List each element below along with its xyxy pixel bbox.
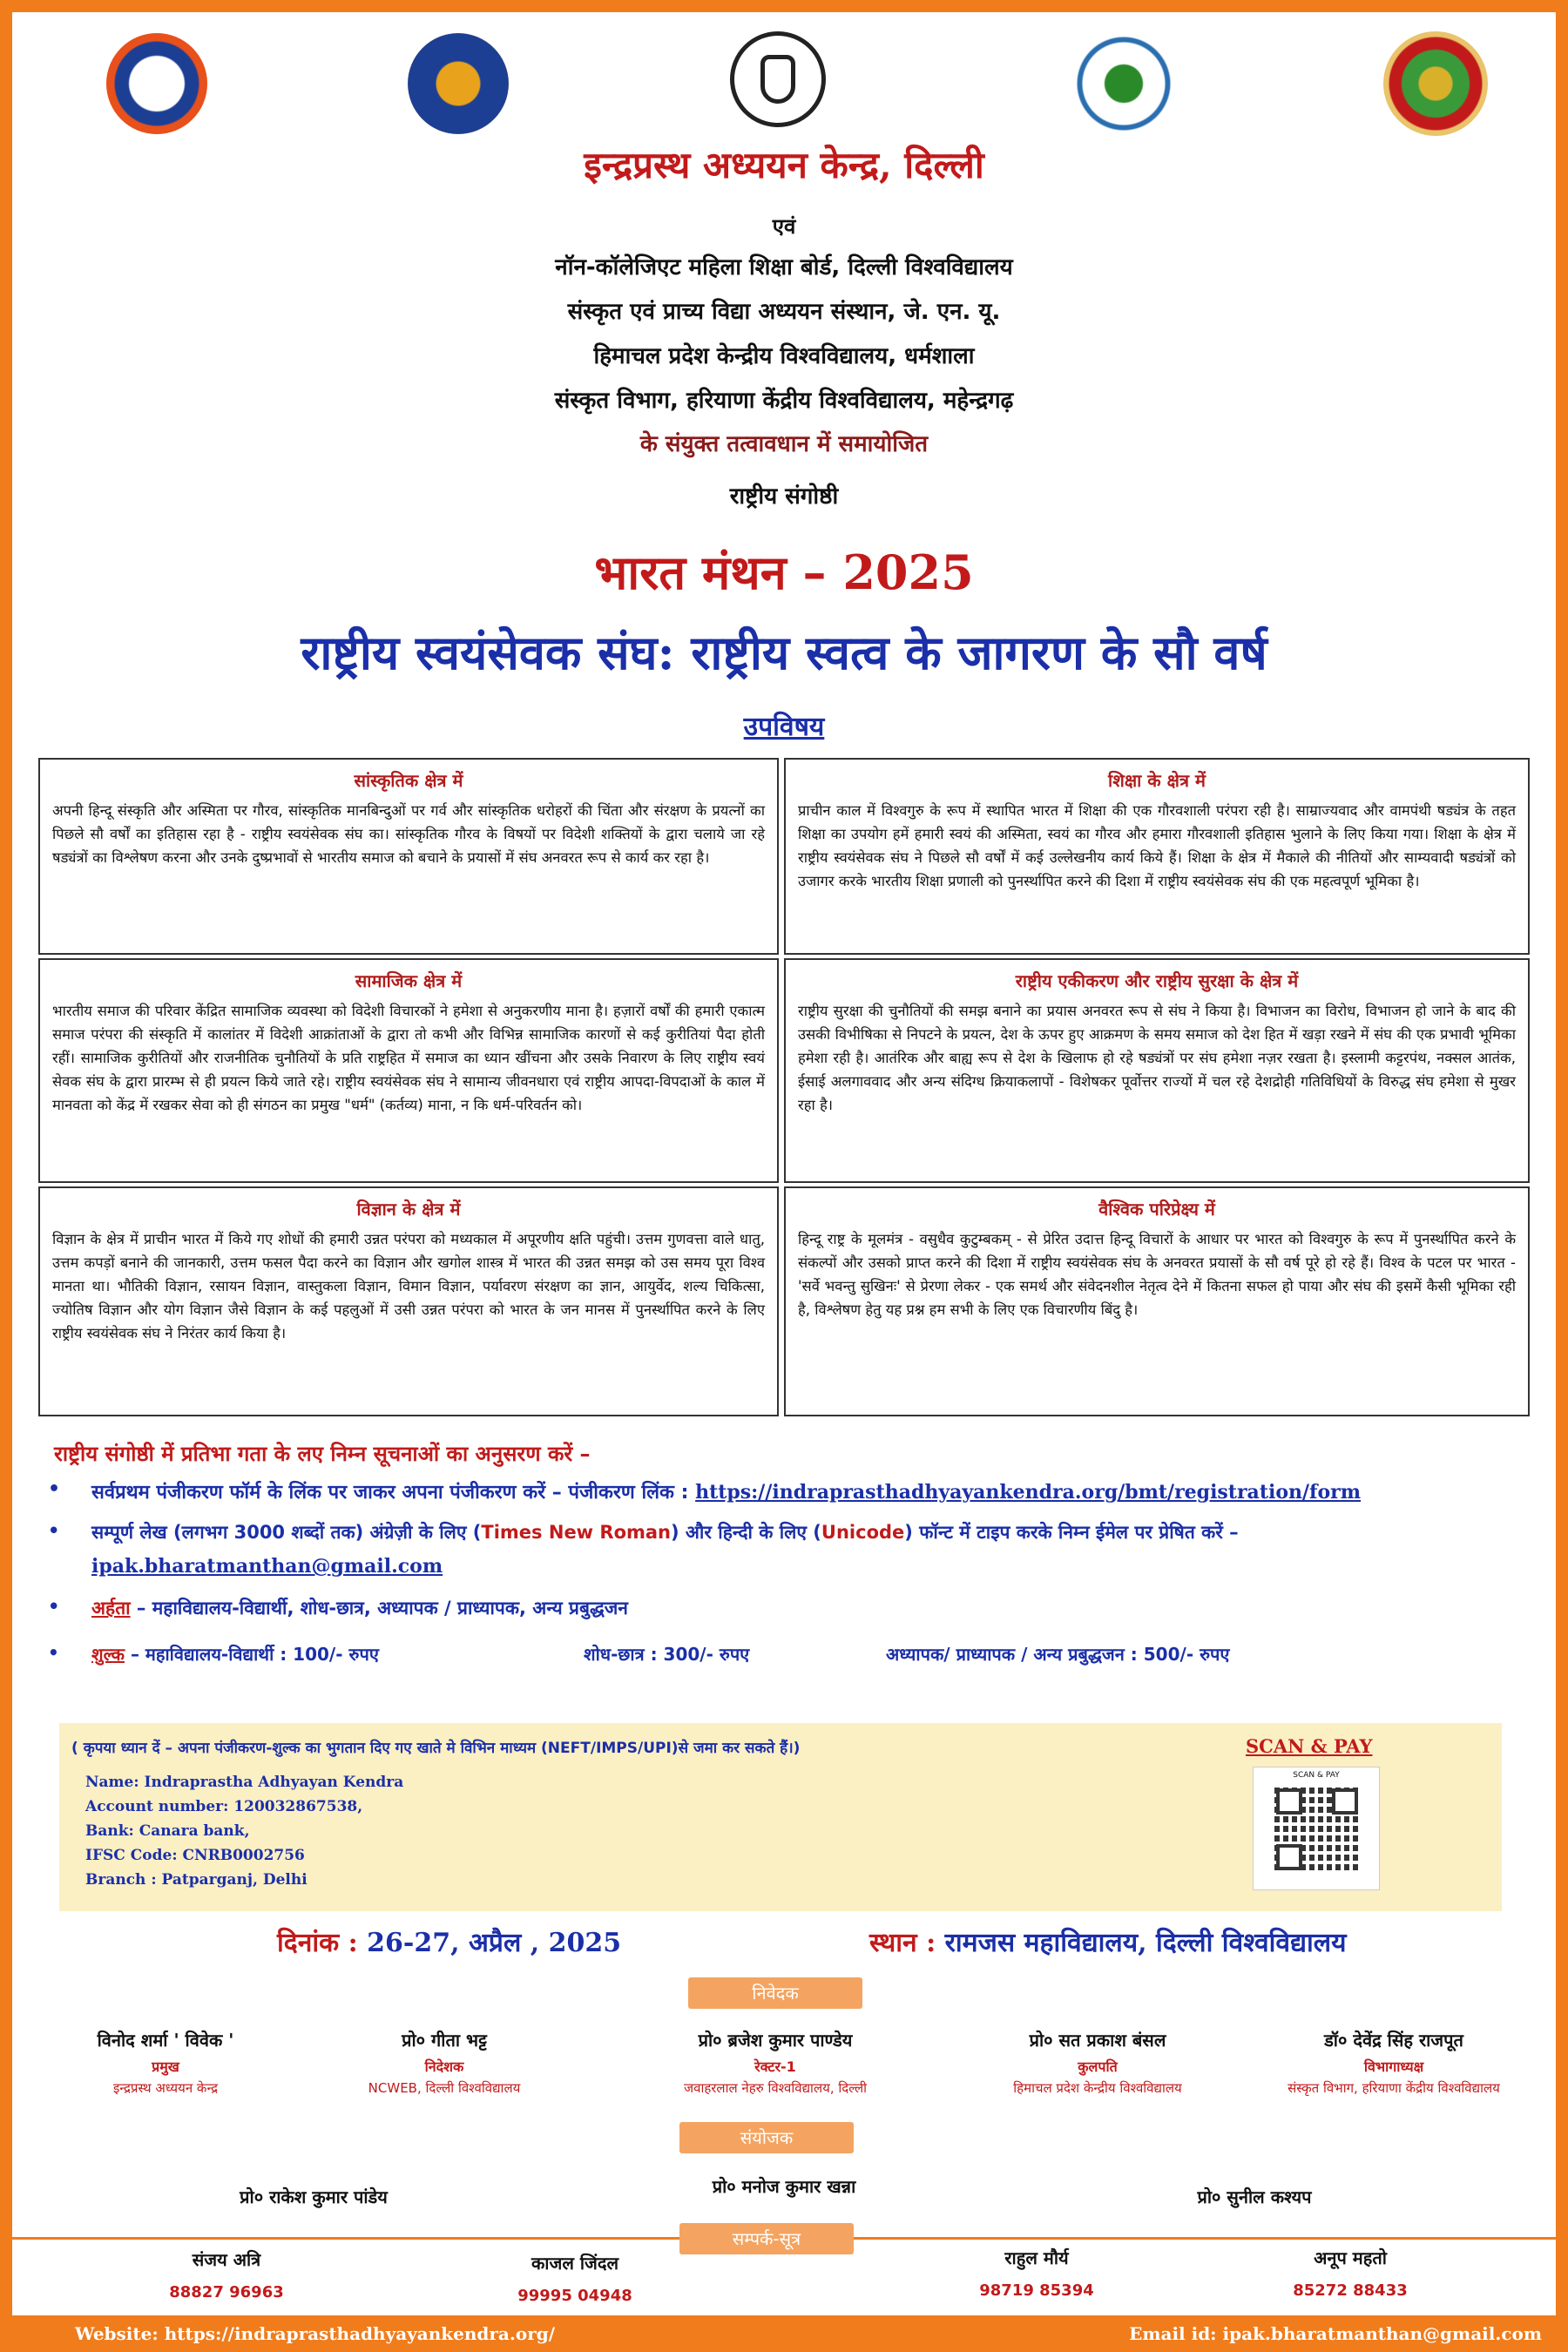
contacts-ribbon: सम्पर्क-सूत्र [679, 2223, 854, 2254]
eligibility-item [48, 1596, 1485, 1620]
person-name: प्रो० सुनील कश्यप [1197, 2186, 1312, 2207]
person-designation: रेक्टर-1 [754, 2058, 796, 2075]
scan-pay-label: SCAN & PAY [1246, 1735, 1373, 1757]
fee-student: – महाविद्यालय-विद्यार्थी : 100/- रुपए [130, 1644, 379, 1665]
subtopic-text: विज्ञान के क्षेत्र में प्राचीन भारत में किये गए शोधों की हमारी उन्नत परंपरा को मध्यकाल में अपूरणीय क्षति पहुंची। उत्तम गुणवत्ता वाले धातु, उत्तम कपड़ों बनाने की जानकारी, उत्तम फसल पैदा करने का विज्ञान और खगोल शास्त्र में भारत की उन्नत समझ को उस समय पूरा विश्व मानता था। भौतिकी विज्ञान, रसायन विज्ञान, वास्तुकला विज्ञान, विमान विज्ञान, पर्यावरण संरक्षण का ज्ञान, आयुर्वेद, शल्य चिकित्सा, ज्योतिष विज्ञान और योग विज्ञान जैसे विज्ञान के कई पहलुओं में उसी उन्नत परंपरा को भारत के जन मानस में पुनर्स्थापित करने के लिए राष्ट्रीय स्वयंसेवक संघ ने निरंतर कार्य किया है। [52, 1231, 765, 1342]
subtopic-global [784, 1186, 1530, 1416]
subtopic-cultural [38, 758, 779, 955]
event-title [0, 538, 1568, 603]
event-year: – 2025 [802, 544, 974, 600]
qr-code-icon[interactable] [1274, 1787, 1358, 1870]
account-name: Name: Indraprastha Adhyayan Kendra [85, 1774, 404, 1791]
paper-text-1: सम्पूर्ण लेख (लगभग 3000 शब्दों तक) अंग्रेज़ी के लिए ( [91, 1522, 482, 1543]
footer-website[interactable]: Website: https://indraprasthadhyayankendra.org/ [75, 2323, 556, 2344]
eligibility-text: – महाविद्यालय-विद्यार्थी, शोध-छात्र, अध्यापक / प्राध्यापक, अन्य प्रबुद्धजन [136, 1598, 628, 1619]
registration-text: सर्वप्रथम पंजीकरण फॉर्म के लिंक पर जाकर अपना पंजीकरण करें – पंजीकरण लिंक : [91, 1482, 689, 1504]
contact-phone[interactable]: 85272 88433 [1293, 2281, 1408, 2300]
subtopic-text: राष्ट्रीय सुरक्षा की चुनौतियों की समझ बनाने का प्रयास अनवरत रूप से संघ ने किया है। विभाजन का विरोध, विभाजन हो जाने के बाद की उसकी विभीषिका से निपटने के प्रयत्न, देश के ऊपर हुए आक्रमण के समय समाज को देश हित में खड़ा रखने में संघ की एक प्रभावी भूमिका हमेशा रही है। आतंरिक और बाह्य रूप से देश के खिलाफ हो रहे षड्यंत्रों पर संघ हमेशा नज़र रखता है। इस्लामी कट्टरपंथ, नक्सल आतंक, ईसाई अलगाववाद और अन्य संदिग्ध क्रियाकलापों - विशेषकर पूर्वोत्तर राज्यों में चल रहे देशद्रोही गतिविधियों के विरुद्ध संघ हमेशा से मुखर रहा है। [798, 1003, 1516, 1113]
account-number: Account number: 120032867538, [85, 1798, 363, 1815]
sanyojak-person-3 [1124, 2185, 1385, 2208]
person-name: विनोद शर्मा ' विवेक ' [97, 2030, 234, 2051]
subtopic-text: हिन्दू राष्ट्र के मूलमंत्र - वसुधैव कुटुम्बकम् - से प्रेरित उदात्त हिन्दू विचारों के आधार पर भारत को विश्वगुरु के रूप में पुनर्स्थापित करने के संकल्पों और उसको प्राप्त करने की दिशा में राष्ट्रीय स्वयंसेवक संघ के अनवरत प्रयासों के सौ वर्ष पूरे हो रहे हैं। विश्व के पटल पर भारत - 'सर्वे भवन्तु सुखिनः' से प्रेरणा लेकर - एक समर्थ और संवेदनशील नेतृत्व देने में कितना सफल हो पाया और संघ की इसमें कैसी भूमिका रही है, विश्लेषण हेतु यह प्रश्न हम सभी के लिए एक विचारणीय बिंदु है। [798, 1231, 1516, 1318]
contact-2 [462, 2251, 688, 2305]
person-name: डॉ० देवेंद्र सिंह राजपूत [1324, 2030, 1463, 2051]
fee-teacher: अध्यापक/ प्राध्यापक / अन्य प्रबुद्धजन : 500/- रुपए [886, 1644, 1230, 1665]
event-title-text: भारत मंथन [594, 544, 787, 600]
event-venue [869, 1923, 1347, 1959]
contact-4 [1237, 2246, 1463, 2300]
fee-label: शुल्क [91, 1644, 125, 1665]
ifsc-code: IFSC Code: CNRB0002756 [85, 1847, 305, 1864]
qr-caption: SCAN & PAY [1293, 1771, 1340, 1780]
theme-title: राष्ट्रीय स्वयंसेवक संघ: राष्ट्रीय स्वत्व के जागरण के सौ वर्ष [301, 625, 1267, 680]
nivedak-person-4 [950, 2028, 1246, 2097]
person-affiliation: हिमाचल प्रदेश केन्द्रीय विश्वविद्यालय [1013, 2080, 1182, 2096]
person-designation: निदेशक [424, 2058, 464, 2075]
subtopic-title: सांस्कृतिक क्षेत्र में [354, 770, 463, 791]
contact-name: राहुल मौर्य [1004, 2247, 1069, 2268]
subtopics-heading [0, 707, 1568, 743]
qr-card [1253, 1767, 1380, 1890]
paper-email[interactable]: ipak.bharatmanthan@gmail.com [91, 1555, 443, 1578]
bullet-icon: • [48, 1520, 60, 1541]
subtopic-title: सामाजिक क्षेत्र में [355, 970, 463, 991]
subtopic-title: राष्ट्रीय एकीकरण और राष्ट्रीय सुरक्षा के क्षेत्र में [1015, 970, 1299, 991]
contact-1 [113, 2247, 340, 2301]
paper-text-2: ) और हिन्दी के लिए ( [671, 1522, 821, 1543]
logo-ncweb [408, 33, 509, 134]
person-affiliation: NCWEB, दिल्ली विश्वविद्यालय [368, 2080, 521, 2096]
subtopic-title: विज्ञान के क्षेत्र में [356, 1199, 461, 1220]
subtopic-title: शिक्षा के क्षेत्र में [1108, 770, 1206, 791]
logo-hcu [1383, 31, 1488, 136]
contact-name: अनूप महतो [1314, 2247, 1387, 2268]
sanyojak-ribbon: संयोजक [679, 2122, 854, 2153]
subtopic-text: प्राचीन काल में विश्वगुरु के रूप में स्थापित भारत में शिक्षा की एक गौरवशाली परंपरा रही है। साम्राज्यवाद और वामपंथी षड्यंत्र के तहत शिक्षा का उपयोग हमें हमारी स्वयं की अस्मिता, स्वयं का गौरव और हमारा गौरवशाली इतिहास भुलाने के लिए किया गया। शिक्षा के क्षेत्र में राष्ट्रीय स्वयंसेवक संघ ने पिछले सौ वर्षों में कई उल्लेखनीय कार्य किये हैं। शिक्षा के क्षेत्र में मैकाले की नीतियों और साम्यवादी षड्यंत्रों को उजागर करके भारतीय शिक्षा प्रणाली को पुनर्स्थापित करने की दिशा में राष्ट्रीय स्वयंसेवक संघ की एक महत्वपूर्ण भूमिका है। [798, 802, 1516, 889]
date-value: 26-27, अप्रैल , 2025 [367, 1928, 622, 1958]
jointly-text: के संयुक्त तत्वावधान में समायोजित [639, 431, 929, 457]
person-name: प्रो० मनोज कुमार खन्ना [712, 2176, 856, 2197]
bullet-icon: • [48, 1642, 59, 1663]
person-affiliation: जवाहरलाल नेहरु विश्वविद्यालय, दिल्ली [683, 2080, 868, 2096]
contact-name: संजय अत्रि [192, 2249, 261, 2270]
bullet-icon: • [48, 1478, 61, 1500]
person-name: प्रो० राकेश कुमार पांडेय [240, 2186, 388, 2207]
paper-font-en: Times New Roman [481, 1522, 671, 1543]
event-date [277, 1923, 621, 1959]
nivedak-person-2 [305, 2028, 584, 2097]
and-text: एवं [772, 214, 796, 239]
person-designation: विभागाध्यक्ष [1363, 2058, 1424, 2075]
contact-name: काजल जिंदल [531, 2253, 619, 2274]
subtopic-education [784, 758, 1530, 955]
payment-box [59, 1723, 1502, 1911]
person-designation: प्रमुख [152, 2058, 179, 2075]
sanyojak-person-1 [174, 2185, 453, 2208]
venue-value: रामजस महाविद्यालय, दिल्ली विश्वविद्यालय [944, 1928, 1347, 1958]
nivedak-person-1 [35, 2028, 296, 2097]
footer-email[interactable]: Email id: ipak.bharatmanthan@gmail.com [1129, 2323, 1542, 2344]
bank-name: Bank: Canara bank, [85, 1822, 250, 1840]
branch: Branch : Patparganj, Delhi [85, 1871, 308, 1889]
partner-1: नॉन-कॉलेजिएट महिला शिक्षा बोर्ड, दिल्ली विश्वविद्यालय [555, 254, 1013, 280]
seminar-type: राष्ट्रीय संगोष्ठी [729, 483, 839, 510]
partner-4: संस्कृत विभाग, हरियाणा केंद्रीय विश्वविद्यालय, महेन्द्रगढ़ [554, 388, 1014, 414]
fee-research: शोध-छात्र : 300/- रुपए [584, 1644, 750, 1665]
main-title: इन्द्रप्रस्थ अध्ययन केन्द्र, दिल्ली [584, 144, 984, 186]
subtopic-title: वैश्विक परिप्रेक्ष्य में [1098, 1199, 1215, 1220]
partner-2: संस्कृत एवं प्राच्य विद्या अध्ययन संस्थान, जे. एन. यू. [567, 299, 1001, 325]
footer-bar [0, 2315, 1568, 2352]
paper-text-3: ) फॉन्ट में टाइप करके निम्न ईमेल पर प्रेषित करें – [904, 1522, 1239, 1543]
partner-3: हिमाचल प्रदेश केन्द्रीय विश्वविद्यालय, धर्मशाला [593, 343, 975, 369]
subtopic-social [38, 958, 779, 1183]
subtopic-text: अपनी हिन्दू संस्कृति और अस्मिता पर गौरव, सांस्कृतिक मानबिन्दुओं पर गर्व और सांस्कृतिक धरोहरों की चिंता और संरक्षण के प्रयत्नों का पिछले सौ वर्षों का इतिहास रहा है - राष्ट्रीय स्वयंसेवक संघ का। सांस्कृतिक गौरव के विषयों पर विदेशी शक्तियों के द्वारा चलाये जा रहे षड्यंत्रों का विश्लेषण करना और उनके दुष्प्रभावों से भारतीय समाज को बचाने के प्रयासों में संघ अनवरत रूप से कार्य कर रहा है। [52, 802, 765, 866]
registration-item [48, 1478, 1485, 1504]
contact-3 [923, 2246, 1150, 2300]
instructions-heading: राष्ट्रीय संगोष्ठी में प्रतिभा गता के लए निम्न सूचनाओं का अनुसरण करें – [54, 1442, 591, 1466]
registration-link[interactable]: https://indraprasthadhyayankendra.org/bmt/registration/form [695, 1481, 1362, 1504]
bullet-icon: • [48, 1596, 60, 1617]
sanyojak-person-2 [636, 2174, 932, 2198]
person-designation: कुलपति [1078, 2058, 1118, 2075]
person-name: प्रो० ब्रजेश कुमार पाण्डेय [698, 2030, 853, 2051]
person-affiliation: इन्द्रप्रस्थ अध्ययन केन्द्र [112, 2080, 219, 2096]
logo-hpcu [1071, 31, 1176, 136]
subtopics-heading-text: उपविषय [743, 712, 825, 742]
eligibility-label: अर्हता [91, 1598, 131, 1619]
contact-phone[interactable]: 88827 96963 [169, 2283, 284, 2301]
person-name: प्रो० गीता भट्ट [402, 2030, 487, 2051]
fee-item [48, 1642, 1485, 1666]
person-affiliation: संस्कृत विभाग, हरियाणा केंद्रीय विश्वविद्यालय [1288, 2080, 1500, 2096]
subtopic-text: भारतीय समाज की परिवार केंद्रित सामाजिक व्यवस्था को विदेशी विचारकों ने हमेशा से अनुकरणीय माना है। हज़ारों वर्षों की हमारी एकात्म समाज परंपरा की संस्कृति में कालांतर में विदेशी आक्रांताओं के द्वारा तो कभी और विभिन्न सामाजिक कारणों से कई कुरीतियां पैदा होती रहीं। सामाजिक कुरीतियों और राजनीतिक चुनौतियों के प्रति राष्ट्रहित में समाज का ध्यान खींचना और उसके निवारण के लिए राष्ट्रीय स्वयं सेवक संघ के द्वारा प्रारम्भ से ही प्रयत्न किये जाते रहे। राष्ट्रीय स्वयंसेवक संघ ने सामान्य जीवनधारा एवं राष्ट्रीय आपदा-विपदाओं के काल में मानवता को केंद्र में रखकर सेवा को ही संगठन का प्रमुख "धर्म" (कर्तव्य) माना, न कि धर्म-परिवर्तन को। [52, 1003, 765, 1113]
venue-label: स्थान : [869, 1928, 936, 1958]
nivedak-person-5 [1237, 2028, 1551, 2097]
paper-item [48, 1520, 1485, 1544]
person-name: प्रो० सत प्रकाश बंसल [1029, 2030, 1166, 2051]
paper-font-hi: Unicode [821, 1522, 905, 1543]
nivedak-person-3 [618, 2028, 932, 2097]
logo-ipak [106, 33, 207, 134]
payment-note: ( कृपया ध्यान दें – अपना पंजीकरण-शुल्क का भुगतान दिए गए खाते मे विभिन माध्यम (NEFT/IMPS/UPI)से जमा कर सकते हैं।) [71, 1740, 801, 1757]
contact-phone[interactable]: 99995 04948 [517, 2287, 632, 2305]
nivedak-ribbon: निवेदक [688, 1977, 862, 2009]
logo-jnu [730, 31, 826, 127]
subtopic-science [38, 1186, 779, 1416]
subtopic-national-security [784, 958, 1530, 1183]
date-label: दिनांक : [277, 1928, 358, 1958]
contact-phone[interactable]: 98719 85394 [979, 2281, 1094, 2300]
